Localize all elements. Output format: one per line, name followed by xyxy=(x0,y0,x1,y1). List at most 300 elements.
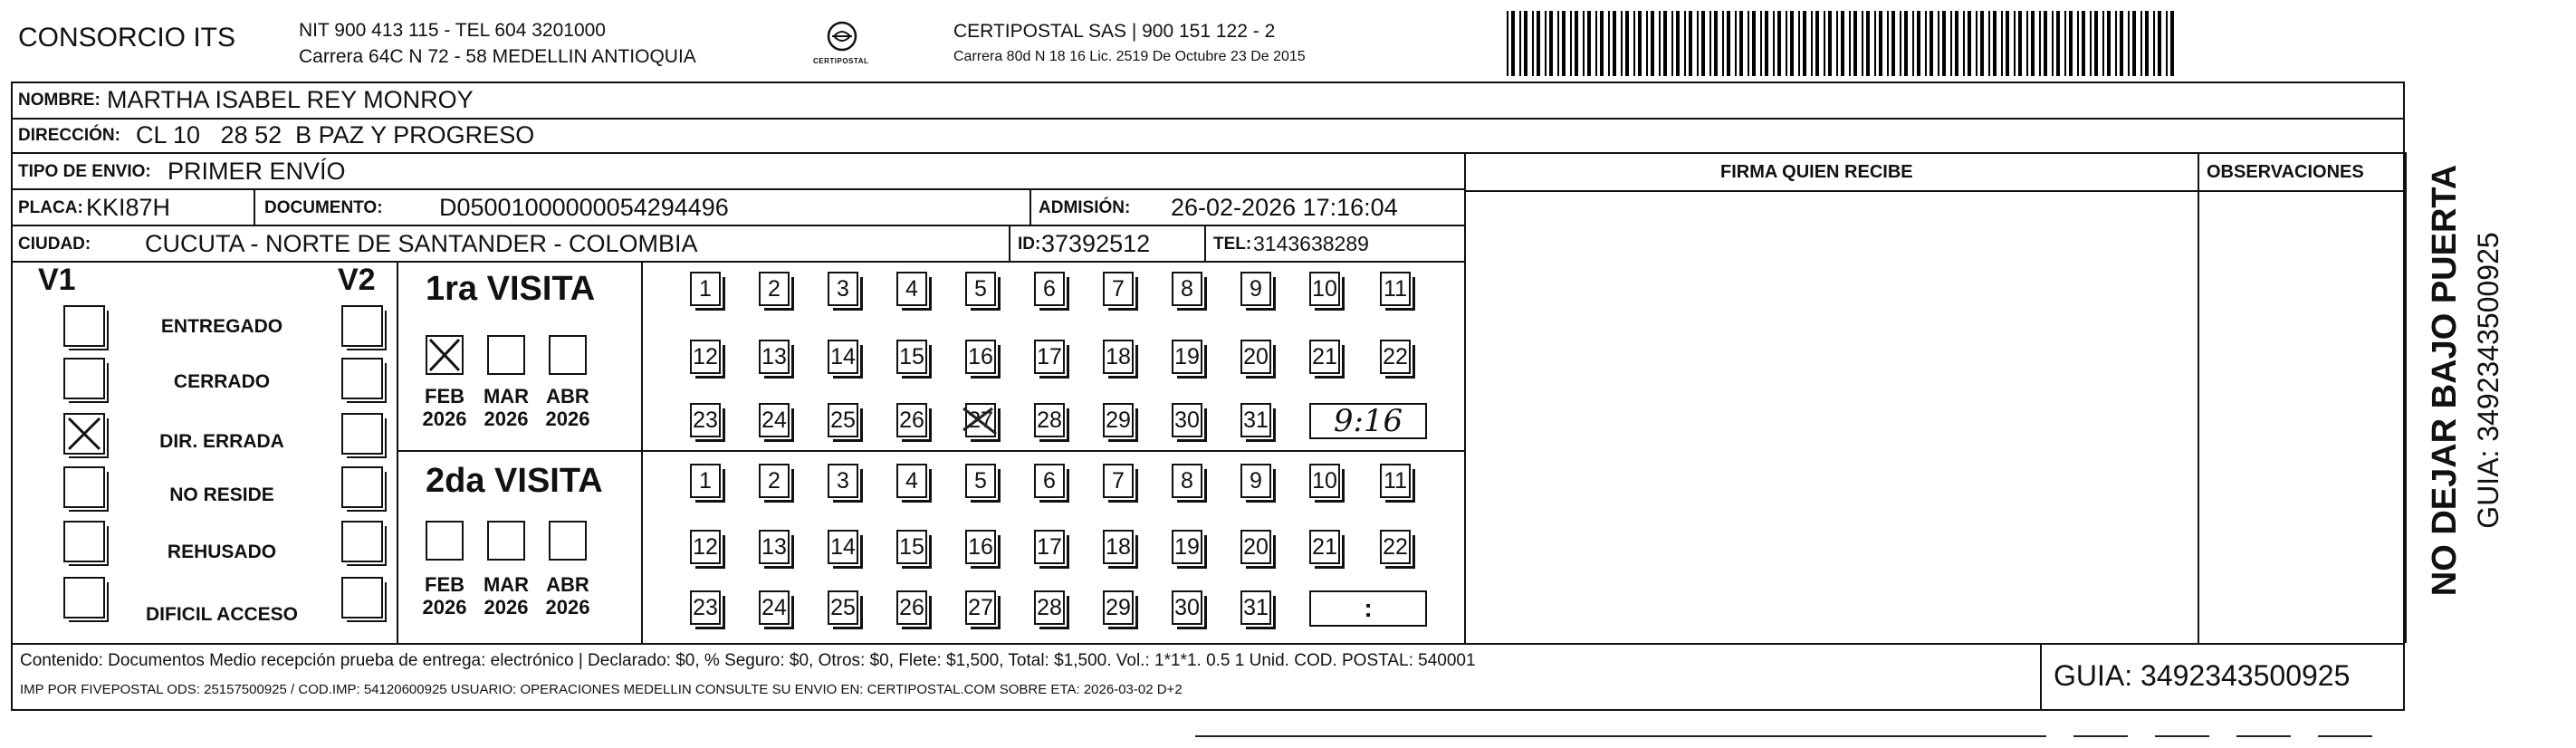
contenido-line: Contenido: Documentos Medio recepción prueba de entrega: electrónico | Declarado: $0, % Seguro: $0, Otros: $0, Flete: $1,500, Total: $1,500. Vol.: 1*1*1. 0.5 1 Unid. COD. POSTAL: 540001 xyxy=(20,651,1476,670)
month-label xyxy=(477,573,535,619)
barcode-bar xyxy=(2082,11,2085,76)
side-divider xyxy=(2405,152,2407,643)
day-box[interactable] xyxy=(965,590,996,625)
barcode-bar xyxy=(1633,11,1635,76)
barcode-bar xyxy=(1684,11,1686,76)
barcode-bar xyxy=(1537,11,1540,76)
barcode-bar xyxy=(1853,11,1857,76)
month-label xyxy=(539,385,597,431)
barcode-bar xyxy=(1976,11,1977,76)
company-name: CONSORCIO ITS xyxy=(18,23,236,53)
day-box[interactable] xyxy=(828,403,858,437)
v2-checkbox[interactable] xyxy=(341,577,383,619)
barcode-bar xyxy=(1841,11,1844,76)
day-number: 25 xyxy=(830,594,856,620)
id-value: 37392512 xyxy=(1041,230,1151,257)
day-number: 5 xyxy=(974,467,987,494)
day-box[interactable] xyxy=(1034,403,1065,437)
month-name: ABR xyxy=(546,573,589,596)
visit-2-title: 2da VISITA xyxy=(426,462,603,500)
day-number: 29 xyxy=(1106,594,1131,620)
barcode-bar xyxy=(1625,11,1629,76)
barcode-bar xyxy=(2107,11,2111,76)
day-box[interactable] xyxy=(1172,272,1202,306)
barcode-bar xyxy=(2064,11,2066,76)
barcode-bar xyxy=(1511,11,1515,76)
barcode-bar xyxy=(1549,11,1553,76)
month-name: MAR xyxy=(483,385,530,408)
day-number: 11 xyxy=(1384,467,1407,494)
day-number: 14 xyxy=(830,533,856,560)
day-number: 2 xyxy=(768,467,780,494)
barcode-bar xyxy=(1727,11,1730,76)
observaciones-divider xyxy=(2198,152,2199,643)
visit-1-title: 1ra VISITA xyxy=(426,270,596,308)
barcode-bar xyxy=(1659,11,1661,76)
day-box[interactable] xyxy=(828,590,858,625)
barcode-bar xyxy=(1562,11,1566,76)
barcode-bar xyxy=(2102,11,2104,76)
day-box[interactable] xyxy=(1172,590,1202,625)
day-box[interactable] xyxy=(1380,464,1411,498)
barcode-bar xyxy=(2128,11,2130,76)
day-number: 9 xyxy=(1250,275,1262,302)
barcode-bar xyxy=(1595,11,1597,76)
tel-label: TEL: xyxy=(1213,235,1252,254)
month-checkbox-feb[interactable] xyxy=(426,335,464,375)
carrier-address: Carrera 80d N 18 16 Lic. 2519 De Octubre 23 De 2015 xyxy=(953,49,1306,64)
barcode-bar xyxy=(1524,11,1527,76)
barcode-bar xyxy=(1671,11,1673,76)
barcode-bar xyxy=(1765,11,1768,76)
barcode-bar xyxy=(1621,11,1623,76)
barcode-bar xyxy=(2026,11,2028,76)
status-option-label: DIR. ERRADA xyxy=(159,431,284,452)
barcode-bar xyxy=(1925,11,1927,76)
day-box[interactable] xyxy=(896,340,927,374)
v1-checkbox[interactable] xyxy=(63,466,105,508)
month-checkbox-mar[interactable] xyxy=(487,521,525,561)
day-number: 6 xyxy=(1043,275,1056,302)
day-number: 10 xyxy=(1312,467,1337,494)
time-box[interactable] xyxy=(1309,403,1427,439)
barcode-bar xyxy=(1608,11,1610,76)
barcode-bar xyxy=(1760,11,1762,76)
time-value: 9:16 xyxy=(1333,403,1403,439)
barcode-bar xyxy=(1613,11,1616,76)
barcode-bar xyxy=(1836,11,1838,76)
day-box[interactable] xyxy=(1380,340,1411,374)
tel-divider xyxy=(1204,225,1206,261)
day-number: 1 xyxy=(699,275,712,302)
day-number: 27 xyxy=(968,407,993,433)
barcode-bar xyxy=(1638,11,1642,76)
day-number: 16 xyxy=(968,533,993,560)
month-name: FEB xyxy=(425,573,464,596)
day-box[interactable] xyxy=(965,403,996,437)
barcode-bar xyxy=(2006,11,2009,76)
day-box[interactable] xyxy=(965,464,996,498)
nombre-label: NOMBRE: xyxy=(18,91,101,110)
barcode-bar xyxy=(1646,11,1648,76)
day-number: 24 xyxy=(761,407,787,433)
v1-header: V1 xyxy=(38,263,76,297)
month-name: ABR xyxy=(546,385,589,408)
address-line: Carrera 64C N 72 - 58 MEDELLIN ANTIOQUIA xyxy=(299,46,696,67)
barcode-bar xyxy=(1993,11,1997,76)
day-number: 18 xyxy=(1106,343,1131,369)
barcode-bar xyxy=(1735,11,1737,76)
day-number: 22 xyxy=(1383,343,1408,369)
status-option-label: NO RESIDE xyxy=(169,484,274,505)
status-divider xyxy=(397,261,398,643)
cut-line xyxy=(2073,735,2128,737)
day-box[interactable] xyxy=(1380,272,1411,306)
barcode-bar xyxy=(1689,11,1692,76)
v1-checkbox[interactable] xyxy=(63,305,105,347)
day-box[interactable] xyxy=(1172,464,1202,498)
day-box[interactable] xyxy=(759,464,790,498)
month-label xyxy=(416,385,474,431)
day-box[interactable] xyxy=(1172,340,1202,374)
barcode-bar xyxy=(1697,11,1699,76)
barcode-bar xyxy=(2031,11,2035,76)
barcode-bar xyxy=(2120,11,2123,76)
day-box[interactable] xyxy=(1034,530,1065,564)
day-number: 22 xyxy=(1383,533,1408,560)
barcode-bar xyxy=(2056,11,2060,76)
month-year: 2026 xyxy=(484,596,529,619)
month-label xyxy=(477,385,535,431)
day-box[interactable] xyxy=(1172,530,1202,564)
day-number: 23 xyxy=(693,407,718,433)
placa-label: PLACA: xyxy=(18,198,83,217)
day-box[interactable] xyxy=(1103,464,1134,498)
cut-line xyxy=(2318,735,2372,737)
id-divider xyxy=(1009,225,1010,261)
v2-checkbox[interactable] xyxy=(341,358,383,399)
day-box[interactable] xyxy=(1240,403,1271,437)
day-number: 16 xyxy=(968,343,993,369)
day-box[interactable] xyxy=(1309,340,1340,374)
barcode-bar xyxy=(1879,11,1882,76)
barcode-bar xyxy=(2039,11,2041,76)
month-name: FEB xyxy=(425,385,464,408)
day-box[interactable] xyxy=(1103,590,1134,625)
barcode-bar xyxy=(1786,11,1787,76)
barcode xyxy=(1503,11,2182,76)
cut-line xyxy=(2155,735,2209,737)
day-number: 15 xyxy=(899,533,924,560)
day-number: 3 xyxy=(837,467,849,494)
month-year: 2026 xyxy=(484,408,529,431)
guia-box-divider xyxy=(2040,643,2042,711)
v1-checkbox[interactable] xyxy=(63,577,105,619)
observaciones-label: OBSERVACIONES xyxy=(2207,162,2364,182)
day-box[interactable] xyxy=(690,464,721,498)
day-number: 11 xyxy=(1384,275,1407,302)
day-number: 1 xyxy=(699,467,712,494)
barcode-bar xyxy=(2044,11,2047,76)
barcode-bar xyxy=(1798,11,1800,76)
day-box[interactable] xyxy=(896,403,927,437)
barcode-bar xyxy=(2014,11,2016,76)
row-divider xyxy=(11,188,1464,190)
barcode-bar xyxy=(2001,11,2003,76)
day-number: 17 xyxy=(1037,343,1062,369)
firma-label: FIRMA QUIEN RECIBE xyxy=(1720,162,1913,182)
barcode-bar xyxy=(2132,11,2136,76)
barcode-bar xyxy=(1811,11,1813,76)
v2-checkbox[interactable] xyxy=(341,413,383,455)
barcode-bar xyxy=(2094,11,2098,76)
time-box[interactable] xyxy=(1309,590,1427,627)
admision-value: 26-02-2026 17:16:04 xyxy=(1171,194,1398,221)
day-box[interactable] xyxy=(965,272,996,306)
cut-line xyxy=(1195,735,2046,737)
month-checkbox-feb[interactable] xyxy=(426,521,464,561)
barcode-bar xyxy=(1904,11,1908,76)
day-number: 5 xyxy=(974,275,987,302)
day-box[interactable] xyxy=(828,272,858,306)
day-box[interactable] xyxy=(1240,340,1271,374)
barcode-bar xyxy=(1545,11,1547,76)
day-box[interactable] xyxy=(1240,272,1271,306)
day-box[interactable] xyxy=(965,340,996,374)
month-year: 2026 xyxy=(545,596,590,619)
day-number: 9 xyxy=(1250,467,1262,494)
day-box[interactable] xyxy=(1103,530,1134,564)
v2-checkbox[interactable] xyxy=(341,305,383,347)
day-number: 17 xyxy=(1037,533,1062,560)
barcode-bar xyxy=(1651,11,1654,76)
day-number: 24 xyxy=(761,594,787,620)
barcode-bar xyxy=(1917,11,1920,76)
day-number: 2 xyxy=(768,275,780,302)
day-number: 21 xyxy=(1312,343,1337,369)
day-box[interactable] xyxy=(896,530,927,564)
day-number: 23 xyxy=(693,594,718,620)
day-box[interactable] xyxy=(1240,590,1271,625)
barcode-bar xyxy=(1942,11,1946,76)
barcode-bar xyxy=(1722,11,1724,76)
barcode-bar xyxy=(1777,11,1781,76)
month-label xyxy=(416,573,474,619)
day-number: 8 xyxy=(1181,275,1193,302)
month-divider xyxy=(641,261,643,643)
documento-label: DOCUMENTO: xyxy=(264,198,383,217)
barcode-bar xyxy=(1557,11,1559,76)
v1-checkbox[interactable] xyxy=(63,413,105,455)
barcode-bar xyxy=(1874,11,1876,76)
row-divider xyxy=(1464,190,2405,192)
barcode-bar xyxy=(1900,11,1901,76)
day-number: 4 xyxy=(905,275,918,302)
footer-divider xyxy=(11,643,2405,645)
barcode-bar xyxy=(2153,11,2155,76)
day-box[interactable] xyxy=(1034,272,1065,306)
barcode-bar xyxy=(1849,11,1851,76)
day-number: 30 xyxy=(1174,407,1200,433)
tipo-envio-value: PRIMER ENVÍO xyxy=(168,158,346,185)
barcode-bar xyxy=(1519,11,1521,76)
day-box[interactable] xyxy=(896,590,927,625)
barcode-bar xyxy=(1887,11,1889,76)
time-value: : xyxy=(1364,594,1373,622)
day-box[interactable] xyxy=(828,340,858,374)
barcode-bar xyxy=(1532,11,1534,76)
barcode-bar xyxy=(2158,11,2161,76)
direccion-label: DIRECCIÓN: xyxy=(18,126,120,145)
day-box[interactable] xyxy=(690,403,721,437)
day-number: 18 xyxy=(1106,533,1131,560)
month-year: 2026 xyxy=(422,596,467,619)
day-number: 28 xyxy=(1037,594,1062,620)
tel-value: 3143638289 xyxy=(1253,232,1369,255)
day-number: 7 xyxy=(1112,275,1125,302)
day-number: 6 xyxy=(1043,467,1056,494)
day-number: 31 xyxy=(1243,594,1269,620)
row-divider xyxy=(11,261,1464,263)
barcode-bar xyxy=(1828,11,1832,76)
barcode-bar xyxy=(1963,11,1965,76)
day-number: 8 xyxy=(1181,467,1193,494)
day-box[interactable] xyxy=(1380,530,1411,564)
day-number: 26 xyxy=(899,407,924,433)
barcode-bar xyxy=(1866,11,1870,76)
month-checkbox-abr[interactable] xyxy=(549,521,587,561)
status-option-label: ENTREGADO xyxy=(160,316,283,337)
day-number: 15 xyxy=(899,343,924,369)
day-box[interactable] xyxy=(759,403,790,437)
direccion-value: CL 10 28 52 B PAZ Y PROGRESO xyxy=(136,121,535,149)
barcode-bar xyxy=(2145,11,2149,76)
barcode-bar xyxy=(2069,11,2073,76)
barcode-bar xyxy=(1912,11,1914,76)
month-checkbox-abr[interactable] xyxy=(549,335,587,375)
v1-checkbox[interactable] xyxy=(63,521,105,562)
barcode-bar xyxy=(1739,11,1743,76)
day-box[interactable] xyxy=(828,530,858,564)
month-year: 2026 xyxy=(422,408,467,431)
day-box[interactable] xyxy=(1103,272,1134,306)
barcode-bar xyxy=(1790,11,1794,76)
day-box[interactable] xyxy=(690,530,721,564)
day-box[interactable] xyxy=(1309,464,1340,498)
tipo-envio-label: TIPO DE ENVIO: xyxy=(18,162,151,181)
ciudad-label: CIUDAD: xyxy=(18,235,91,254)
barcode-bar xyxy=(1988,11,1990,76)
day-box[interactable] xyxy=(1034,590,1065,625)
day-box[interactable] xyxy=(1034,464,1065,498)
month-label xyxy=(539,573,597,619)
day-box[interactable] xyxy=(759,340,790,374)
guia-footer: GUIA: 3492343500925 xyxy=(2054,659,2351,692)
day-number: 12 xyxy=(693,343,718,369)
barcode-bar xyxy=(1676,11,1680,76)
signature-divider xyxy=(1464,152,1466,643)
day-box[interactable] xyxy=(1240,464,1271,498)
barcode-bar xyxy=(1773,11,1775,76)
barcode-bar xyxy=(1748,11,1749,76)
day-box[interactable] xyxy=(1103,340,1134,374)
barcode-bar xyxy=(2166,11,2168,76)
status-option-label: CERRADO xyxy=(173,371,271,392)
imp-line: IMP POR FIVEPOSTAL ODS: 25157500925 / COD.IMP: 54120600925 USUARIO: OPERACIONES MEDELLIN CONSULTE SU ENVIO EN: CERTIPOSTAL.COM SOBRE ETA: 2026-03-02 D+2 xyxy=(20,682,1183,697)
placa-value: KKI87H xyxy=(86,194,171,221)
barcode-bar xyxy=(1570,11,1572,76)
day-box[interactable] xyxy=(896,464,927,498)
day-box[interactable] xyxy=(690,340,721,374)
day-number: 20 xyxy=(1243,343,1269,369)
day-box[interactable] xyxy=(896,272,927,306)
v1-checkbox[interactable] xyxy=(63,358,105,399)
day-box[interactable] xyxy=(690,272,721,306)
barcode-bar xyxy=(2140,11,2142,76)
no-dejar-bajo-puerta: NO DEJAR BAJO PUERTA xyxy=(2426,164,2464,597)
day-number: 3 xyxy=(837,275,849,302)
day-number: 12 xyxy=(693,533,718,560)
day-box[interactable] xyxy=(965,530,996,564)
row-divider xyxy=(11,118,2405,120)
row-divider xyxy=(11,225,1464,226)
documento-value: D05001000000054294496 xyxy=(439,194,729,221)
nombre-value: MARTHA ISABEL REY MONROY xyxy=(107,86,474,113)
barcode-bar xyxy=(2077,11,2079,76)
status-option-label: DIFICIL ACCESO xyxy=(145,604,299,625)
barcode-bar xyxy=(1815,11,1819,76)
barcode-bar xyxy=(1803,11,1806,76)
day-box[interactable] xyxy=(759,590,790,625)
day-number: 19 xyxy=(1174,343,1200,369)
status-option-label: REHUSADO xyxy=(167,542,277,562)
v2-checkbox[interactable] xyxy=(341,521,383,562)
month-checkbox-mar[interactable] xyxy=(487,335,525,375)
day-number: 4 xyxy=(905,467,918,494)
barcode-bar xyxy=(2170,11,2174,76)
day-number: 10 xyxy=(1312,275,1337,302)
visit-divider xyxy=(397,450,1464,452)
day-number: 28 xyxy=(1037,407,1062,433)
day-box[interactable] xyxy=(1309,530,1340,564)
day-box[interactable] xyxy=(828,464,858,498)
day-box[interactable] xyxy=(1240,530,1271,564)
certipostal-logo xyxy=(810,18,874,68)
day-number: 19 xyxy=(1174,533,1200,560)
ciudad-value: CUCUTA - NORTE DE SANTANDER - COLOMBIA xyxy=(145,230,698,257)
day-number: 13 xyxy=(761,343,787,369)
barcode-bar xyxy=(1587,11,1591,76)
day-box[interactable] xyxy=(1034,340,1065,374)
day-box[interactable] xyxy=(1103,403,1134,437)
v2-checkbox[interactable] xyxy=(341,466,383,508)
barcode-bar xyxy=(2052,11,2054,76)
day-number: 31 xyxy=(1243,407,1269,433)
row-divider xyxy=(11,152,2405,154)
barcode-bar xyxy=(1955,11,1958,76)
barcode-bar xyxy=(1507,11,1508,76)
barcode-bar xyxy=(1938,11,1939,76)
day-box[interactable] xyxy=(759,272,790,306)
day-box[interactable] xyxy=(759,530,790,564)
day-box[interactable] xyxy=(690,590,721,625)
day-box[interactable] xyxy=(1309,272,1340,306)
day-box[interactable] xyxy=(1172,403,1202,437)
barcode-bar xyxy=(1701,11,1705,76)
day-number: 21 xyxy=(1312,533,1337,560)
barcode-bar xyxy=(2090,11,2092,76)
logo-caption: CERTIPOSTAL xyxy=(813,57,869,65)
